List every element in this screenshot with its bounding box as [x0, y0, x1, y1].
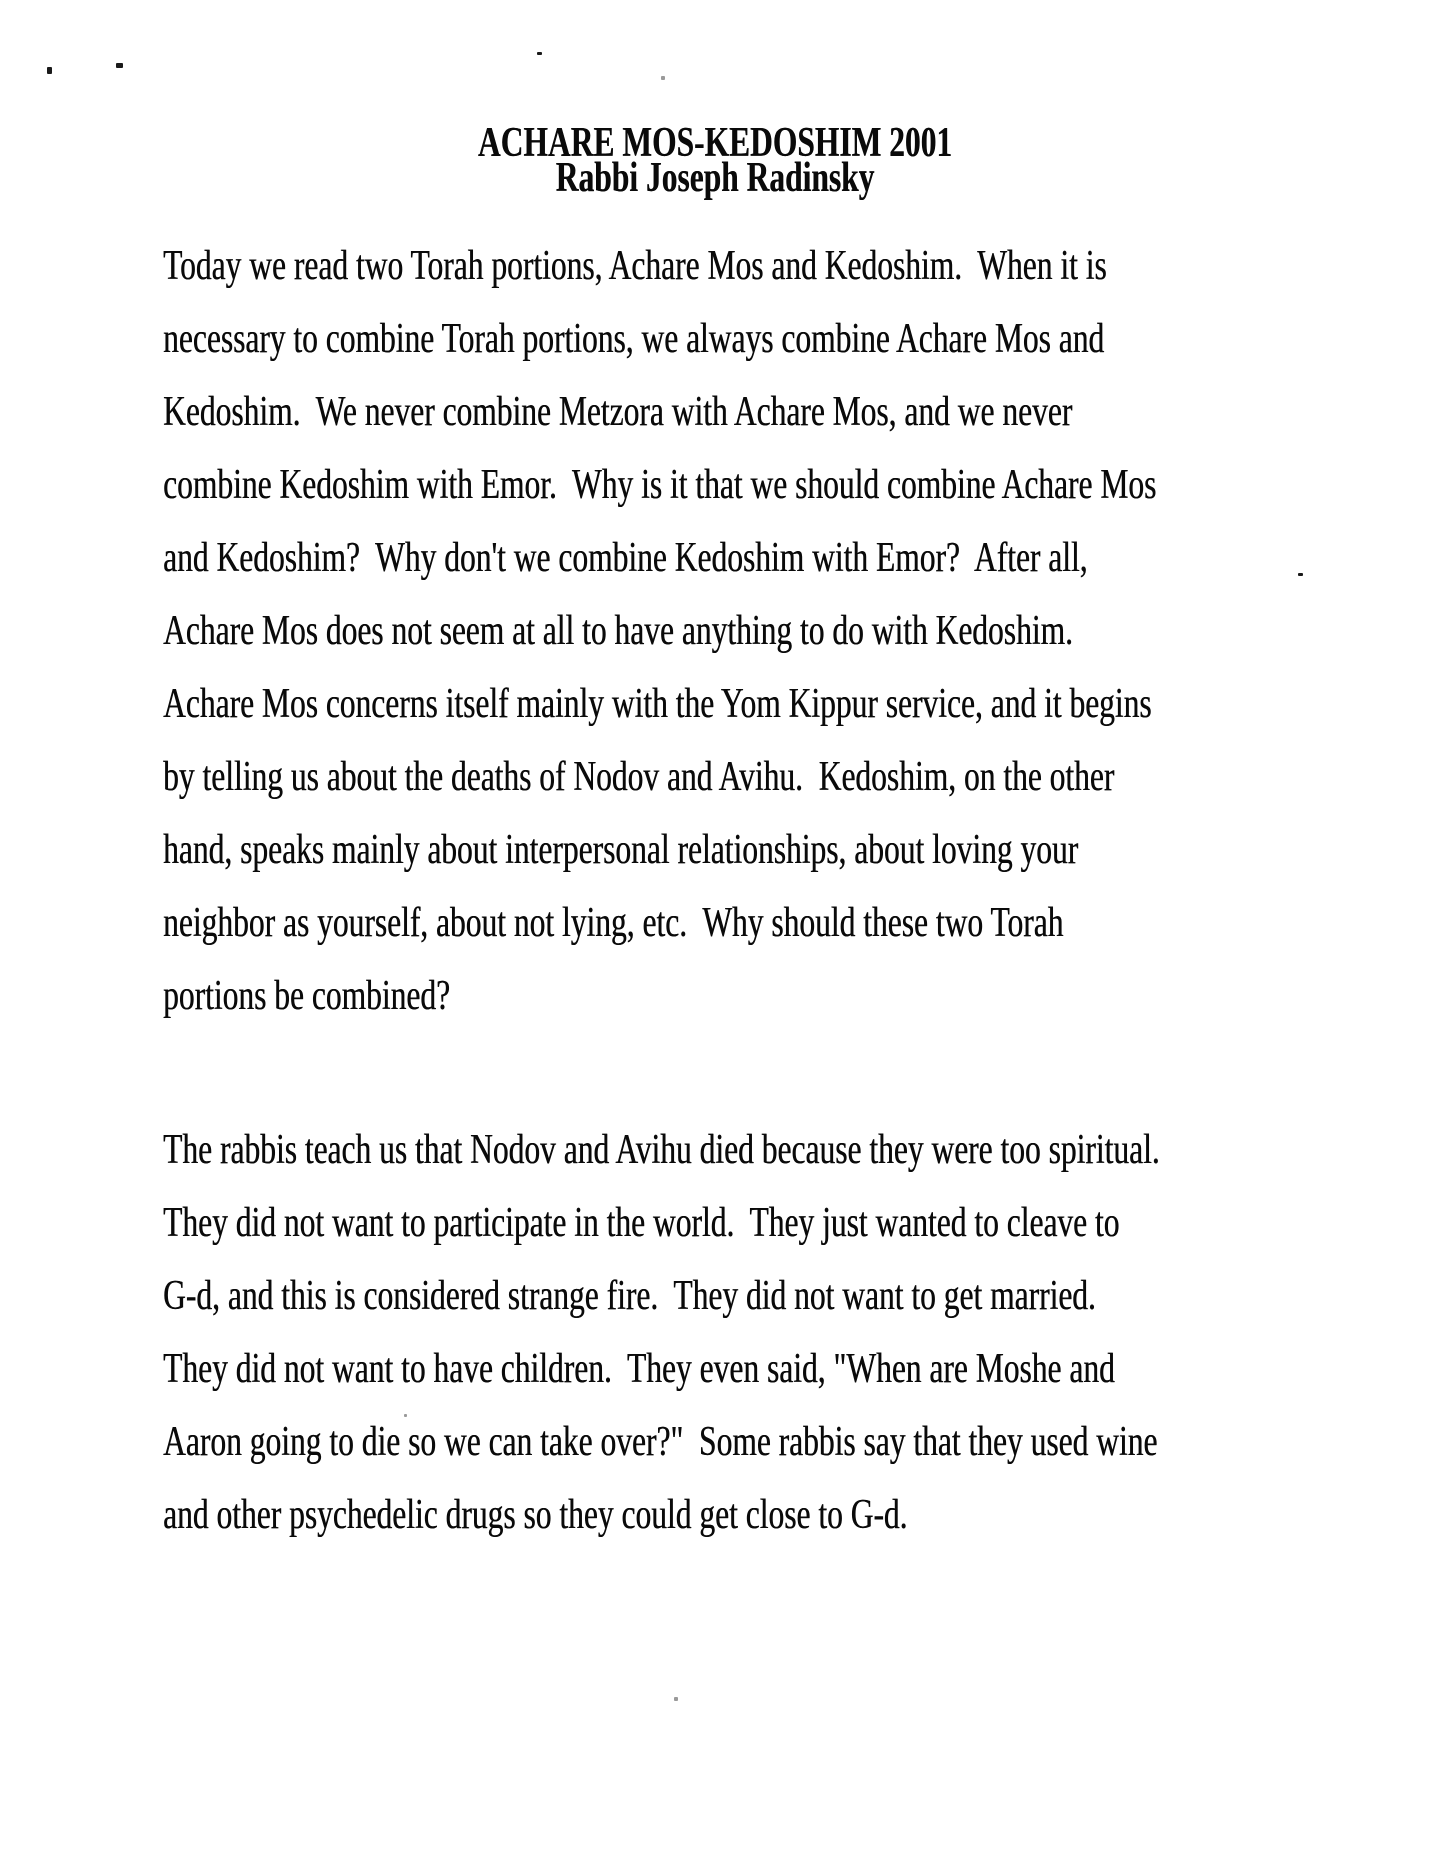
text-line: combine Kedoshim with Emor. Why is it that we should combine Achare Mos [163, 462, 1157, 508]
scan-speck [116, 63, 123, 68]
scan-speck [537, 52, 542, 55]
text-line: Achare Mos does not seem at all to have anything to do with Kedoshim. [163, 608, 1073, 654]
text-line: neighbor as yourself, about not lying, etc. Why should these two Torah [163, 900, 1064, 946]
scan-speck [47, 67, 52, 74]
text-line: portions be combined? [163, 973, 450, 1019]
document-author: Rabbi Joseph Radinsky [555, 155, 875, 201]
text-line: Today we read two Torah portions, Achare Mos and Kedoshim. When it is [163, 243, 1107, 289]
scan-speck [661, 76, 665, 80]
text-line: Achare Mos concerns itself mainly with the Yom Kippur service, and it begins [163, 681, 1152, 727]
text-line: necessary to combine Torah portions, we always combine Achare Mos and [163, 316, 1105, 362]
title-block [179, 120, 1252, 201]
text-line: hand, speaks mainly about interpersonal relationships, about loving your [163, 827, 1079, 873]
text-line: and other psychedelic drugs so they could get close to G-d. [163, 1492, 908, 1538]
scan-speck [1298, 573, 1303, 576]
text-line: Kedoshim. We never combine Metzora with Achare Mos, and we never [163, 389, 1073, 435]
text-line: by telling us about the deaths of Nodov and Avihu. Kedoshim, on the other [163, 754, 1115, 800]
document-title: ACHARE MOS-KEDOSHIM 2001 [477, 120, 953, 166]
text-line: G-d, and this is considered strange fire. They did not want to get married. [163, 1273, 1096, 1319]
paragraph-2 [163, 1114, 1160, 1552]
paragraph-1 [163, 230, 1156, 1033]
text-line: They did not want to participate in the world. They just wanted to cleave to [163, 1200, 1120, 1246]
text-line: The rabbis teach us that Nodov and Avihu died because they were too spiritual. [163, 1127, 1160, 1173]
text-line: and Kedoshim? Why don't we combine Kedoshim with Emor? After all, [163, 535, 1088, 581]
scan-speck [674, 1697, 678, 1701]
text-line: Aaron going to die so we can take over?" Some rabbis say that they used wine [163, 1419, 1158, 1465]
text-line: They did not want to have children. They even said, "When are Moshe and [163, 1346, 1115, 1392]
